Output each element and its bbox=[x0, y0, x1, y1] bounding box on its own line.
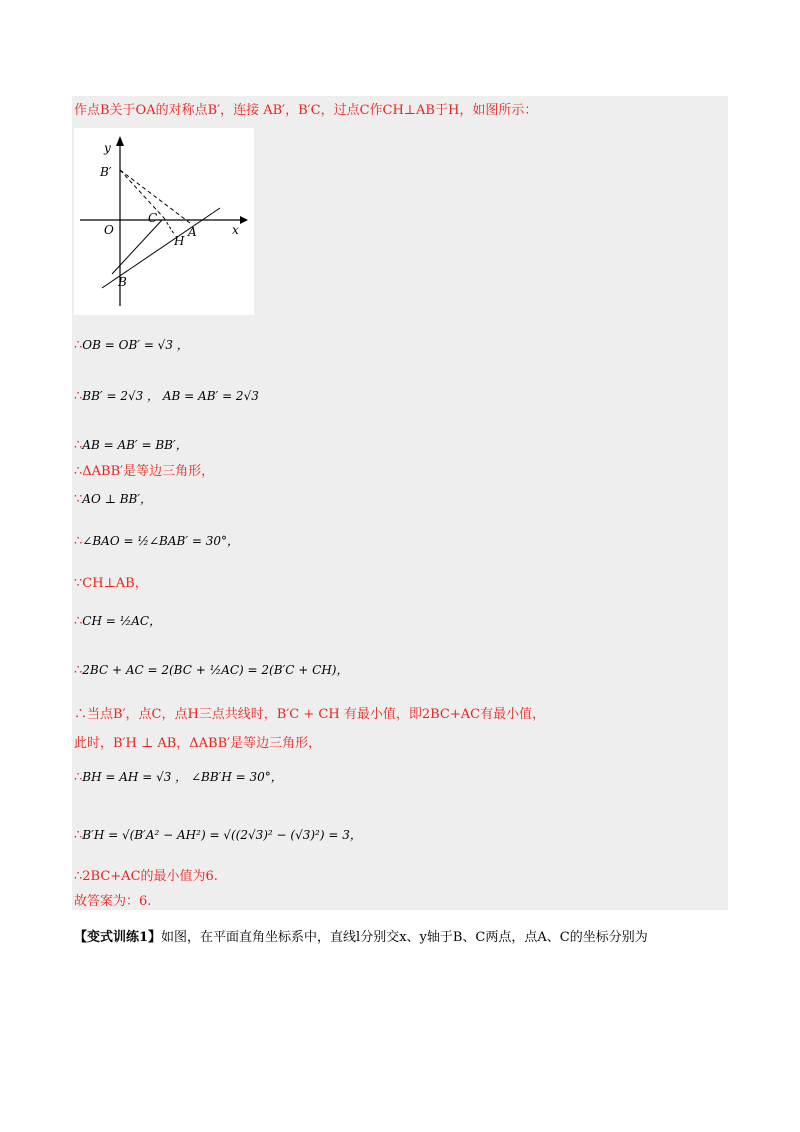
exercise-line bbox=[74, 926, 648, 945]
exercise-text: 如图，在平面直角坐标系中，直线l分别交x、y轴于B、C两点，点A、C的坐标分别为 bbox=[161, 930, 648, 945]
exercise-tag: 【变式训练1】 bbox=[74, 930, 162, 945]
solution-line bbox=[74, 768, 283, 787]
solution-line bbox=[74, 735, 321, 753]
geometry-figure bbox=[74, 128, 254, 315]
label-o: O bbox=[104, 223, 114, 237]
label-b-prime: B′ bbox=[100, 165, 112, 179]
solution-line bbox=[74, 826, 362, 845]
line-body: 2BC + AC = 2(BC + ½AC) = 2(B′C + CH)， bbox=[82, 663, 349, 677]
logic-symbol: ∴ bbox=[74, 614, 83, 629]
solution-line bbox=[74, 336, 189, 355]
label-x: x bbox=[232, 223, 239, 237]
solution-line bbox=[74, 532, 239, 551]
solution-line bbox=[74, 463, 214, 481]
logic-symbol: ∴ bbox=[74, 770, 83, 785]
solution-line bbox=[74, 612, 161, 631]
label-y: y bbox=[104, 141, 111, 155]
logic-symbol: ∴ bbox=[74, 438, 83, 453]
logic-symbol: ∴ bbox=[74, 464, 83, 479]
line-body: BB′ = 2√3 ， AB = AB′ = 2√3 bbox=[82, 389, 259, 403]
logic-symbol: ∴ bbox=[74, 869, 83, 884]
y-axis-arrow bbox=[116, 136, 124, 146]
line-body: 故答案为：6. bbox=[74, 894, 152, 909]
solution-line bbox=[74, 706, 545, 724]
solution-line bbox=[74, 387, 259, 406]
dashed-bprime-c bbox=[120, 170, 164, 218]
logic-symbol: ∴ bbox=[74, 338, 83, 353]
label-a: A bbox=[188, 225, 197, 239]
line-body: ∠BAO = ½∠BAB′ = 30°， bbox=[82, 534, 240, 548]
line-body: 2BC+AC的最小值为6. bbox=[82, 869, 218, 884]
logic-symbol: ∴ bbox=[74, 707, 88, 722]
solution-line bbox=[74, 868, 218, 886]
logic-symbol: ∵ bbox=[74, 576, 83, 591]
line-body: B′H = √(B′A² − AH²) = √((2√3)² − (√3)²) = 3， bbox=[82, 828, 362, 842]
line-body: OB = OB′ = √3 ， bbox=[82, 338, 189, 352]
logic-symbol: ∴ bbox=[74, 828, 83, 843]
solution-line bbox=[74, 490, 152, 509]
line-body: 当点B′，点C，点H三点共线时，B′C + CH 有最小值，即2BC+AC有最小值， bbox=[87, 707, 546, 722]
label-c: C bbox=[148, 211, 158, 225]
logic-symbol: ∴ bbox=[74, 663, 83, 678]
line-body: BH = AH = √3 ， ∠BB′H = 30°， bbox=[82, 770, 283, 784]
x-axis-arrow bbox=[240, 216, 248, 224]
line-body: 此时，B′H ⊥ AB，ΔABB′是等边三角形， bbox=[74, 736, 322, 751]
intro-line: 作点B关于OA的对称点B′，连接 AB′，B′C，过点C作CH⊥AB于H，如图所示： bbox=[74, 103, 538, 118]
line-body: CH⊥AB， bbox=[82, 576, 148, 591]
logic-symbol: ∴ bbox=[74, 389, 83, 404]
solution-line bbox=[74, 575, 148, 593]
figure-svg bbox=[74, 128, 254, 315]
solution-line bbox=[74, 436, 188, 455]
label-b: B bbox=[118, 275, 127, 289]
solution-line bbox=[74, 661, 348, 680]
logic-symbol: ∵ bbox=[74, 492, 83, 507]
solution-line bbox=[74, 893, 151, 911]
label-h: H bbox=[174, 234, 185, 248]
line-body: AB = AB′ = BB′， bbox=[82, 438, 188, 452]
logic-symbol: ∴ bbox=[74, 534, 83, 549]
line-body: AO ⊥ BB′， bbox=[82, 492, 153, 506]
line-body: CH = ½AC， bbox=[82, 614, 162, 628]
line-body: ΔABB′是等边三角形， bbox=[82, 464, 215, 479]
